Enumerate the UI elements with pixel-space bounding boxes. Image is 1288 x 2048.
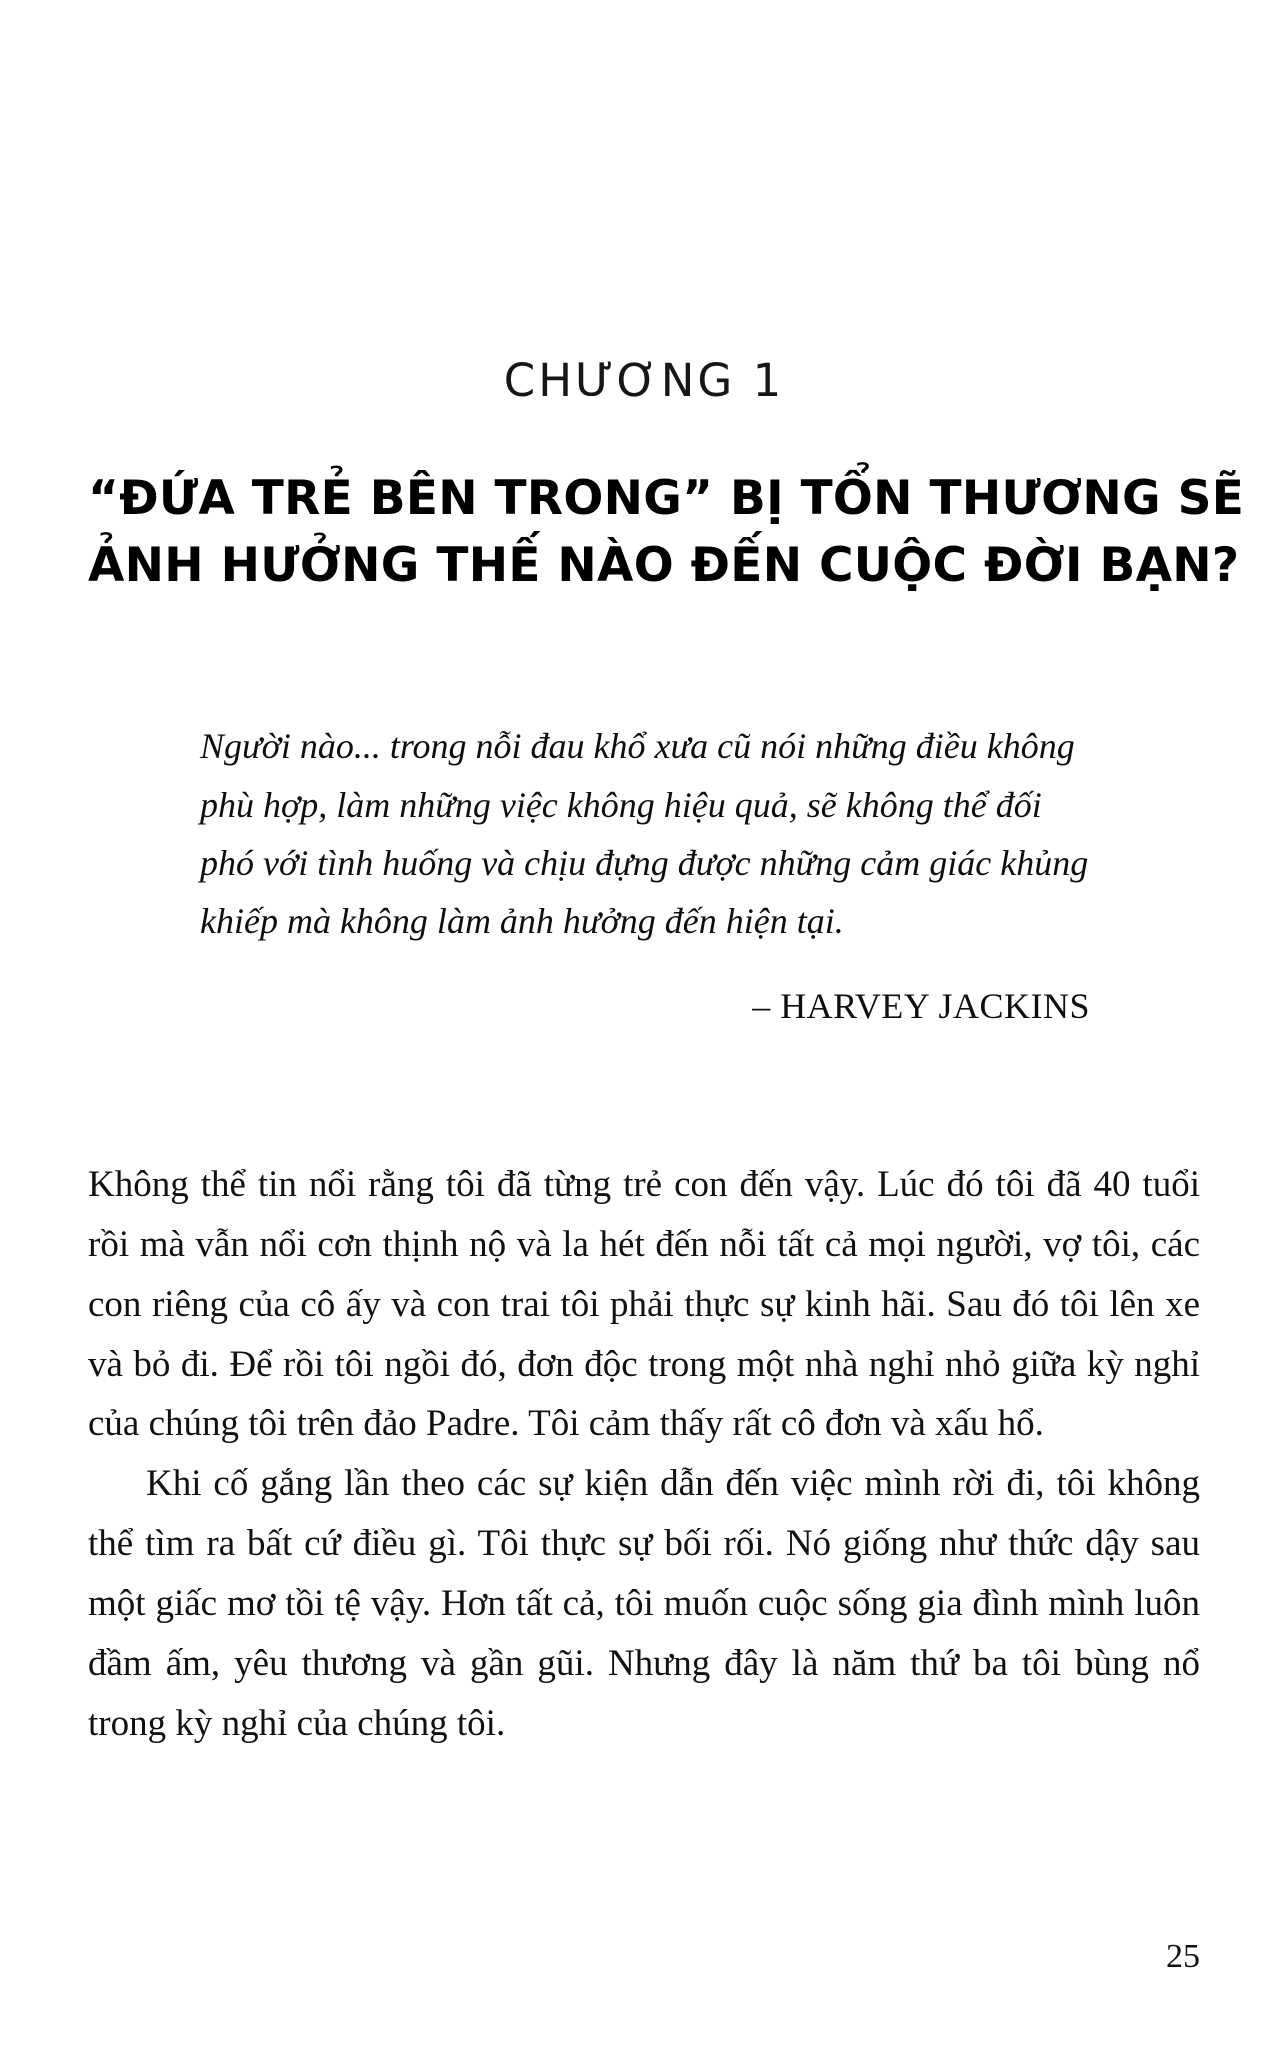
chapter-heading (88, 466, 1245, 599)
chapter-heading-line-1: “ĐỨA TRẺ BÊN TRONG” BỊ TỔN THƯƠNG SẼ (88, 471, 1245, 526)
chapter-label: CHƯƠNG 1 (503, 354, 785, 407)
epigraph-line-3: phó với tình huống và chịu đựng được những cảm giác khủng (200, 843, 1089, 884)
epigraph-attribution: – HARVEY JACKINS (752, 985, 1090, 1026)
body-paragraph-2: Khi cố gắng lần theo các sự kiện dẫn đến việc mình rời đi, tôi không thể tìm ra bất cứ điều gì. Tôi thực sự bối rối. Nó giống như thức dậy sau một giấc mơ tồi tệ vậy. Hơn tất cả, tôi muốn cuộc sống gia đình mình luôn đầm ấm, yêu thương và gần gũi. Nhưng đây là năm thứ ba tôi bùng nổ trong kỳ nghỉ của chúng tôi. (88, 1463, 1200, 1745)
body-text (88, 1155, 1200, 1754)
page-number: 25 (1166, 1938, 1200, 1975)
epigraph-line-1: Người nào... trong nỗi đau khổ xưa cũ nói những điều không (200, 726, 1075, 767)
epigraph-line-2: phù hợp, làm những việc không hiệu quả, sẽ không thể đối (200, 784, 1042, 825)
epigraph-line-4: khiếp mà không làm ảnh hưởng đến hiện tại. (200, 901, 844, 942)
body-paragraph-1: Không thể tin nổi rằng tôi đã từng trẻ con đến vậy. Lúc đó tôi đã 40 tuổi rồi mà vẫn nổi cơn thịnh nộ và la hét đến nỗi tất cả mọi người, vợ tôi, các con riêng của cô ấy và con trai tôi phải thực sự kinh hãi. Sau đó tôi lên xe và bỏ đi. Để rồi tôi ngồi đó, đơn độc trong một nhà nghỉ nhỏ giữa kỳ nghỉ của chúng tôi trên đảo Padre. Tôi cảm thấy rất cô đơn và xấu hổ. (88, 1163, 1200, 1445)
chapter-heading-line-2: ẢNH HƯỞNG THẾ NÀO ĐẾN CUỘC ĐỜI BẠN? (88, 537, 1240, 593)
epigraph-quote (128, 717, 1160, 1026)
